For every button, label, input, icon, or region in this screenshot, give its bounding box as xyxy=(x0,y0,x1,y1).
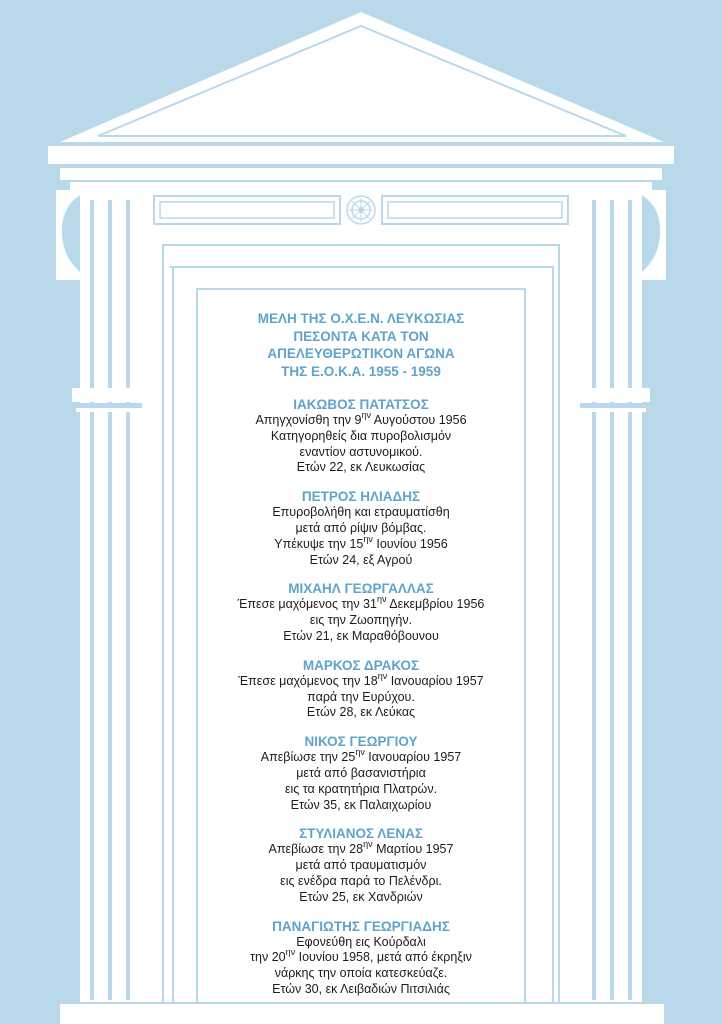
member-detail-line xyxy=(200,890,522,906)
member-detail-line xyxy=(200,747,522,766)
fallen-member-entry xyxy=(200,580,522,644)
member-detail-line xyxy=(200,533,522,553)
member-name: ΠΕΤΡΟΣ ΗΛΙΑΔΗΣ xyxy=(301,489,421,505)
member-detail-line xyxy=(200,947,522,966)
memorial-text xyxy=(200,310,522,1010)
detail-text: Ετών 25, εκ Χανδριών xyxy=(299,889,423,904)
ordinal-suffix: ην xyxy=(363,533,373,544)
fallen-member-entry xyxy=(200,657,522,721)
member-name: ΠΑΝΑΓΙΩΤΗΣ ΓΕΩΡΓΙΑΔΗΣ xyxy=(272,918,450,934)
detail-text: εις ενέδρα παρά το Πελένδρι. xyxy=(280,873,442,888)
member-detail-line xyxy=(200,839,522,858)
member-name: ΝΙΚΟΣ ΓΕΩΡΓΙΟΥ xyxy=(304,734,418,750)
detail-text: εις την Ζωοπηγήν. xyxy=(309,613,413,628)
member-detail-line xyxy=(200,594,522,613)
detail-text: Ιουνίου 1958, μετά από έκρηξιν xyxy=(295,950,472,965)
detail-text: Ετών 28, εκ Λεύκας xyxy=(306,705,416,720)
detail-text: μετά από βασανιστήρια xyxy=(296,765,426,780)
detail-text: μετά από ρίψιν βόμβας. xyxy=(295,520,427,535)
detail-text: Μαρτίου 1957 xyxy=(372,842,454,857)
ordinal-suffix: ην xyxy=(363,839,373,850)
detail-text: Έπεσε μαχόμενος την 18 xyxy=(238,673,378,688)
member-detail-line xyxy=(200,966,522,982)
member-detail-line xyxy=(200,690,522,706)
detail-text: Εφονεύθη εις Κούρδαλι xyxy=(296,934,426,949)
pediment xyxy=(60,12,664,142)
detail-text: μετά από τραυματισμόν xyxy=(295,858,427,873)
member-detail-line xyxy=(200,429,522,445)
detail-text: εναντίον αστυνομικού. xyxy=(299,444,423,459)
member-detail-line xyxy=(200,982,522,998)
ordinal-suffix: ην xyxy=(355,747,365,758)
member-detail-line xyxy=(200,460,522,476)
ordinal-suffix: ην xyxy=(285,947,296,958)
member-detail-line xyxy=(200,553,522,569)
detail-text: Επυροβολήθη και ετραυματίσθη xyxy=(272,505,450,520)
left-column xyxy=(56,190,156,1010)
fallen-member-entry xyxy=(200,733,522,813)
member-detail-line xyxy=(200,670,522,690)
heading-line: ΑΠΕΛΕΥΘΕΡΩΤΙΚΟΝ ΑΓΩΝΑ xyxy=(267,346,455,361)
detail-text: Ιανουαρίου 1957 xyxy=(387,673,484,688)
member-detail-line xyxy=(200,445,522,461)
detail-text: Ετών 22, εκ Λευκωσίας xyxy=(296,460,426,475)
member-detail-line xyxy=(200,798,522,814)
detail-text: παρά την Ευρύχου. xyxy=(307,689,415,704)
detail-text: Ιουνίου 1956 xyxy=(372,536,448,551)
heading-line: ΜΕΛΗ ΤΗΣ Ο.Χ.Ε.Ν. ΛΕΥΚΩΣΙΑΣ xyxy=(257,311,465,326)
member-detail-line xyxy=(200,521,522,537)
member-name: ΜΑΡΚΟΣ ΔΡΑΚΟΣ xyxy=(302,657,420,673)
detail-text: Ιανουαρίου 1957 xyxy=(364,750,462,765)
member-detail-line xyxy=(200,629,522,645)
fallen-member-entry xyxy=(200,488,522,568)
detail-text: Ετών 30, εκ Λειβαδιών Πιτσιλιάς xyxy=(272,981,450,996)
detail-text: Κατηγορηθείς δια πυροβολισμόν xyxy=(270,428,452,443)
member-detail-line xyxy=(200,410,522,429)
detail-text: εις τα κρατητήρια Πλατρών. xyxy=(284,781,438,796)
member-detail-line xyxy=(200,613,522,629)
cornice xyxy=(48,146,674,190)
member-detail-line xyxy=(200,505,522,521)
fallen-member-entry xyxy=(200,396,522,476)
member-detail-line xyxy=(200,858,522,874)
fallen-member-entry xyxy=(200,918,522,998)
detail-text: νάρκης την οποία κατεσκεύαζε. xyxy=(274,966,448,981)
member-detail-line xyxy=(200,766,522,782)
heading-line: ΠΕΣΟΝΤΑ ΚΑΤΑ ΤΟΝ xyxy=(293,328,429,344)
fallen-member-entry xyxy=(200,825,522,905)
member-name: ΙΑΚΩΒΟΣ ΠΑΤΑΤΣΟΣ xyxy=(293,397,429,412)
member-detail-line xyxy=(200,874,522,890)
member-name: ΣΤΥΛΙΑΝΟΣ ΛΕΝΑΣ xyxy=(299,826,423,842)
detail-text: Ετών 35, εκ Παλαιχωρίου xyxy=(290,797,432,812)
detail-text: Απεβίωσε την 28 xyxy=(268,842,364,857)
member-detail-line xyxy=(200,935,522,951)
ordinal-suffix: ην xyxy=(377,670,388,681)
ordinal-suffix: ην xyxy=(376,594,387,605)
detail-text: Έπεσε μαχόμενος την 31 xyxy=(237,597,377,612)
heading-line: ΤΗΣ Ε.Ο.Κ.Α. 1955 - 1959 xyxy=(281,363,441,379)
member-name: ΜΙΧΑΗΛ ΓΕΩΡΓΑΛΛΑΣ xyxy=(288,581,434,597)
fallen-members-list xyxy=(200,396,522,998)
rosette-ornament xyxy=(347,196,375,224)
ordinal-suffix: ην xyxy=(361,410,371,420)
detail-text: Δεκεμβρίου 1956 xyxy=(386,597,485,612)
detail-text: Απηγχονίσθη την 9 xyxy=(255,413,362,427)
memorial-heading xyxy=(200,310,522,380)
detail-text: Απεβίωσε την 25 xyxy=(260,750,356,765)
right-column xyxy=(566,190,666,1010)
detail-text: Αυγούστου 1956 xyxy=(371,413,467,427)
detail-text: Ετών 21, εκ Μαραθόβουνου xyxy=(283,628,439,643)
detail-text: Υπέκυψε την 15 xyxy=(274,536,364,551)
member-detail-line xyxy=(200,782,522,798)
detail-text: Ετών 24, εξ Αγρού xyxy=(309,552,413,567)
member-detail-line xyxy=(200,705,522,721)
detail-text: την 20 xyxy=(250,950,286,965)
